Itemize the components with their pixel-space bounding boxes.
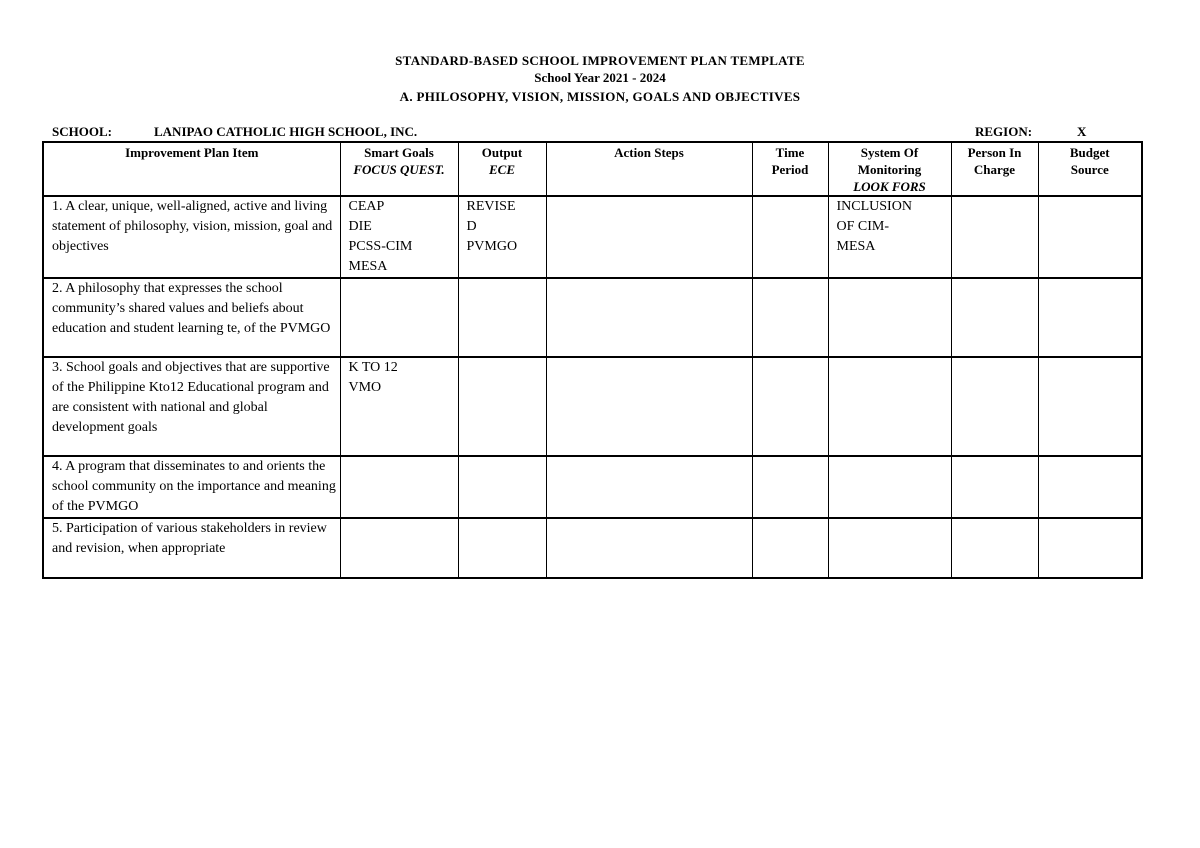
cell-time-period — [752, 278, 828, 357]
cell-budget — [1038, 196, 1142, 278]
school-label: SCHOOL: — [52, 124, 112, 139]
cell-budget — [1038, 518, 1142, 578]
cell-item: 2. A philosophy that expresses the school community’s shared values and beliefs about education and student learning te, of the PVMGO — [43, 278, 340, 357]
cell-person — [951, 278, 1038, 357]
cell-item: 5. Participation of various stakeholders in review and revision, when appropriate — [43, 518, 340, 578]
table-header-row — [43, 142, 1142, 196]
table-row — [43, 278, 1142, 357]
cell-time-period — [752, 196, 828, 278]
col-header-person: Person In Charge — [951, 142, 1038, 196]
cell-monitoring — [828, 518, 951, 578]
cell-output — [458, 518, 546, 578]
cell-smart-goals — [340, 278, 458, 357]
table-row — [43, 518, 1142, 578]
table-row — [43, 357, 1142, 456]
cell-smart-goals — [340, 518, 458, 578]
col-header-smart-goals: Smart Goals FOCUS QUEST. — [340, 142, 458, 196]
cell-time-period — [752, 357, 828, 456]
region-value: X — [1077, 124, 1087, 139]
col-header-action-steps: Action Steps — [546, 142, 752, 196]
cell-action-steps — [546, 278, 752, 357]
cell-monitoring — [828, 357, 951, 456]
improvement-plan-table — [42, 141, 1143, 579]
cell-person — [951, 357, 1038, 456]
cell-action-steps — [546, 456, 752, 518]
table-row — [43, 456, 1142, 518]
cell-monitoring — [828, 278, 951, 357]
col-header-time-period: Time Period — [752, 142, 828, 196]
cell-time-period — [752, 456, 828, 518]
col-header-item: Improvement Plan Item — [43, 142, 340, 196]
cell-smart-goals: K TO 12 VMO — [340, 357, 458, 456]
cell-item: 3. School goals and objectives that are supportive of the Philippine Kto12 Educational program and are consistent with national and global development goals — [43, 357, 340, 456]
cell-smart-goals: CEAP DIE PCSS-CIM MESA — [340, 196, 458, 278]
section-heading: A. PHILOSOPHY, VISION, MISSION, GOALS AND OBJECTIVES — [399, 89, 801, 104]
cell-item: 4. A program that disseminates to and orients the school community on the importance and meaning of the PVMGO — [43, 456, 340, 518]
col-header-budget: Budget Source — [1038, 142, 1142, 196]
cell-person — [951, 456, 1038, 518]
school-info-line — [52, 123, 1142, 141]
cell-action-steps — [546, 357, 752, 456]
cell-output — [458, 456, 546, 518]
school-year: School Year 2021 - 2024 — [534, 70, 666, 85]
cell-action-steps — [546, 518, 752, 578]
school-name: LANIPAO CATHOLIC HIGH SCHOOL, INC. — [154, 124, 418, 139]
cell-budget — [1038, 456, 1142, 518]
cell-action-steps — [546, 196, 752, 278]
cell-person — [951, 196, 1038, 278]
cell-output — [458, 278, 546, 357]
table-row — [43, 196, 1142, 278]
cell-monitoring — [828, 456, 951, 518]
cell-person — [951, 518, 1038, 578]
cell-budget — [1038, 357, 1142, 456]
region-label: REGION: — [975, 124, 1033, 139]
cell-output — [458, 357, 546, 456]
cell-monitoring: INCLUSION OF CIM- MESA — [828, 196, 951, 278]
cell-smart-goals — [340, 456, 458, 518]
cell-time-period — [752, 518, 828, 578]
cell-item: 1. A clear, unique, well-aligned, active and living statement of philosophy, vision, mission, goal and objectives — [43, 196, 340, 278]
col-header-output: Output ECE — [458, 142, 546, 196]
cell-output: REVISE D PVMGO — [458, 196, 546, 278]
document-title: STANDARD-BASED SCHOOL IMPROVEMENT PLAN TEMPLATE — [395, 53, 805, 68]
cell-budget — [1038, 278, 1142, 357]
col-header-monitoring: System Of Monitoring LOOK FORS — [828, 142, 951, 196]
